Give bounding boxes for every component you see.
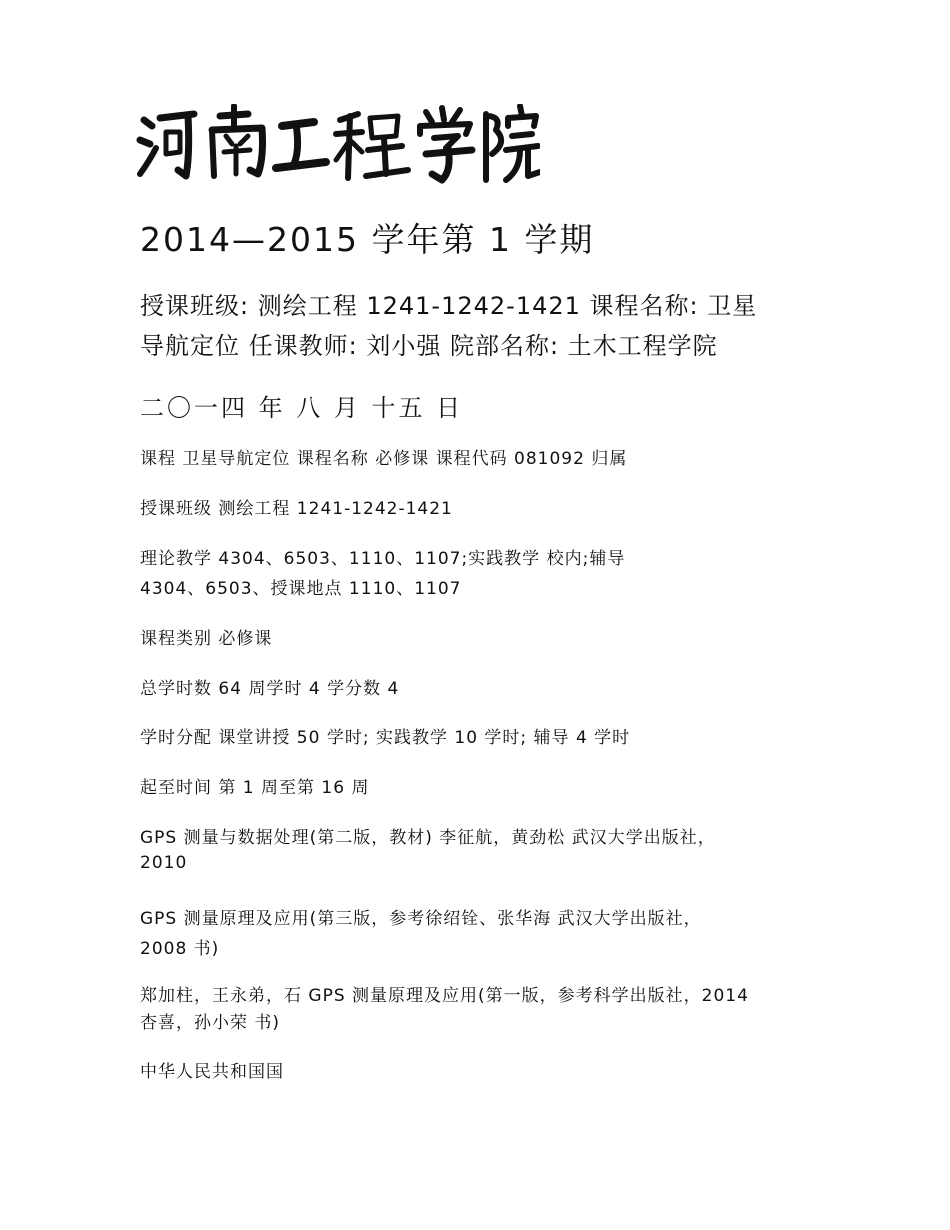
detail-line: 中华人民共和国国 bbox=[140, 1062, 284, 1082]
detail-line: 授课班级 测绘工程 1241-1242-1421 bbox=[140, 499, 453, 519]
reference-line: GPS 测量原理及应用(第三版，参考徐绍铨、张华海 武汉大学出版社， bbox=[140, 909, 702, 929]
document-date: 二〇一四 年 八 月 十五 日 bbox=[140, 394, 464, 422]
detail-line: 课程 卫星导航定位 课程名称 必修课 课程代码 081092 归属 bbox=[140, 449, 628, 469]
detail-line: 学时分配 课堂讲授 50 学时; 实践教学 10 学时; 辅导 4 学时 bbox=[140, 728, 631, 748]
reference-line: GPS 测量与数据处理(第二版，教材) 李征航，黄劲松 武汉大学出版社， bbox=[140, 828, 716, 848]
class-info-line: 授课班级: 测绘工程 1241-1242-1421 课程名称: 卫星 bbox=[140, 292, 758, 320]
term-heading: 2014—2015 学年第 1 学期 bbox=[140, 220, 595, 259]
reference-line: 2010 bbox=[140, 853, 188, 873]
detail-line: 起至时间 第 1 周至第 16 周 bbox=[140, 778, 370, 798]
detail-line: 课程类别 必修课 bbox=[140, 629, 273, 649]
school-calligraphy-logo bbox=[136, 104, 540, 186]
calligraphy-logo-icon bbox=[136, 104, 540, 186]
reference-line: 杏喜，孙小荣 书) bbox=[140, 1013, 281, 1033]
reference-line: 郑加柱，王永弟，石 GPS 测量原理及应用(第一版，参考科学出版社，2014 bbox=[140, 986, 749, 1006]
detail-line: 4304、6503、授课地点 1110、1107 bbox=[140, 579, 462, 599]
detail-line: 理论教学 4304、6503、1110、1107;实践教学 校内;辅导 bbox=[140, 549, 626, 569]
class-info-line: 导航定位 任课教师: 刘小强 院部名称: 土木工程学院 bbox=[140, 332, 718, 360]
detail-line: 总学时数 64 周学时 4 学分数 4 bbox=[140, 679, 400, 699]
reference-line: 2008 书) bbox=[140, 939, 220, 959]
